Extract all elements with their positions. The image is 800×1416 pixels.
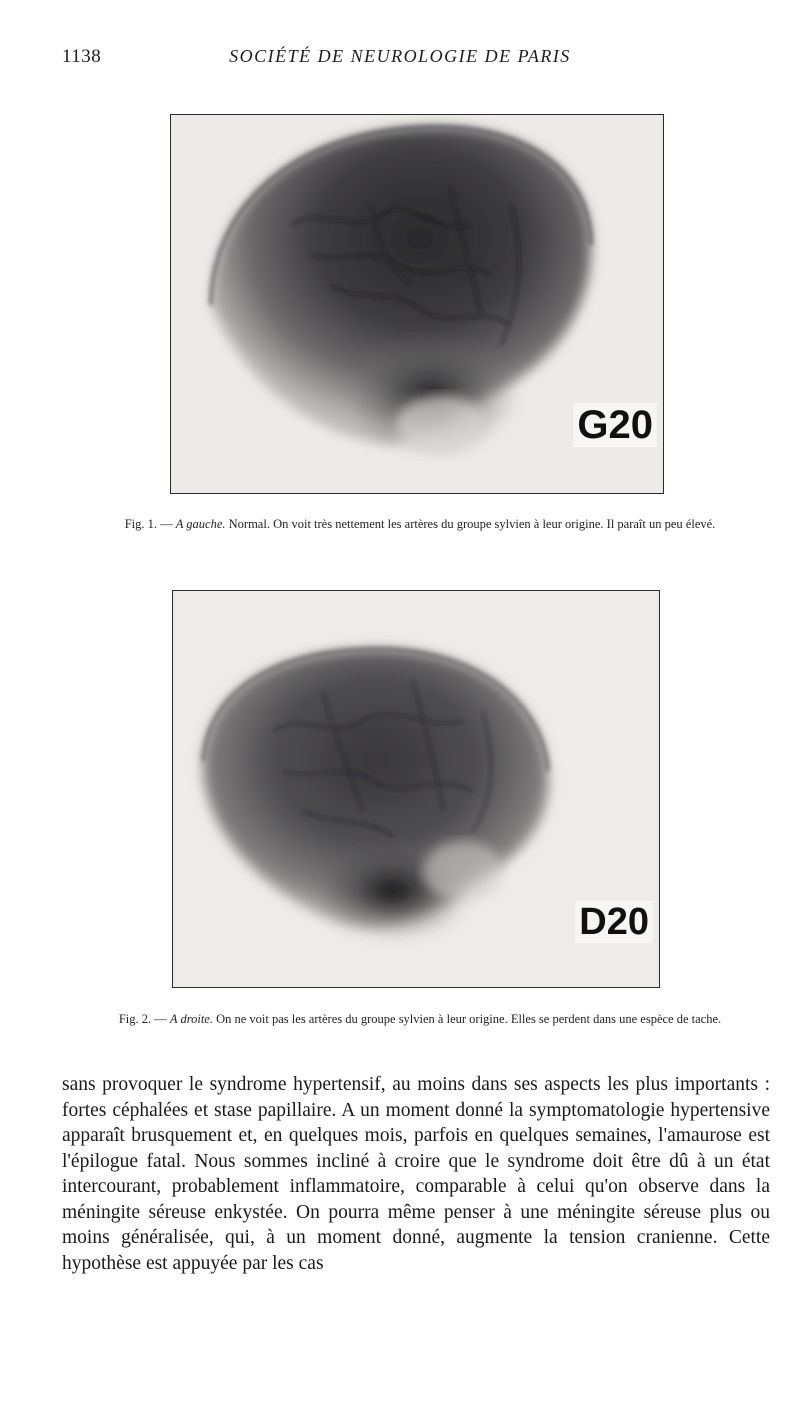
running-head: SOCIÉTÉ DE NEUROLOGIE DE PARIS	[229, 46, 571, 66]
figure-2-caption-dash: —	[154, 1012, 167, 1026]
figure-1-caption-number: Fig. 1.	[124, 517, 157, 531]
figure-1-caption-side: A gauche.	[175, 517, 226, 531]
figure-1-radiograph	[170, 114, 664, 494]
figure-2-radiograph	[172, 590, 660, 988]
figure-1-caption-text: Normal. On voit très nettement les artères du groupe sylvien à leur origine. Il paraît un peu élevé.	[228, 517, 716, 531]
figure-2-caption-number: Fig. 2.	[118, 1012, 152, 1026]
figure-2-label: D20	[575, 901, 653, 943]
figure-1-caption	[60, 516, 780, 533]
page-number: 1138	[62, 46, 102, 67]
body-paragraph: sans provoquer le syndrome hypertensif, au moins dans ses aspects les plus importants : fortes céphalées et stase papillaire. A un moment donné la symptomatologie hypertensive apparaît brusquement et, en quelques mois, parfois en quelques semaines, l'amaurose est l'épilogue fatal. Nous sommes incliné à croire que le syndrome doit être dû à un état intercourant, probablement inflammatoire, comparable à celui qu'on observe dans la méningite séreuse enkystée. On pourra même penser à une méningite séreuse plus ou moins généralisée, qui, à un moment donné, augmente la tension cranienne. Cette hypothèse est appuyée par les cas	[62, 1074, 770, 1274]
figure-2-caption-text: On ne voit pas les artères du groupe sylvien à leur origine. Elles se perdent dans une espèce de tache.	[216, 1012, 722, 1026]
figure-1-caption-dash: —	[160, 517, 173, 531]
body-text	[62, 1072, 770, 1276]
figure-2-caption	[60, 1011, 780, 1028]
figure-2-caption-side: A droite.	[169, 1012, 213, 1026]
figure-1-label: G20	[573, 403, 657, 447]
